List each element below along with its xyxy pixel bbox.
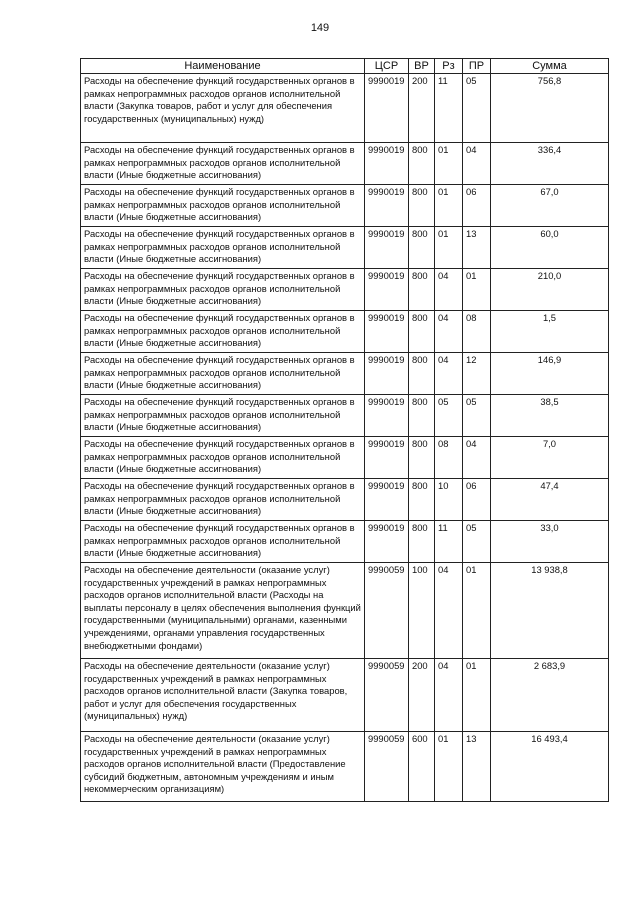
cell-vr: 800 (409, 143, 435, 185)
header-rz: Рз (435, 59, 463, 74)
cell-csr: 9990019 (365, 479, 409, 521)
table-body (81, 74, 609, 802)
cell-vr: 800 (409, 311, 435, 353)
cell-sum: 336,4 (491, 143, 609, 185)
cell-sum: 38,5 (491, 395, 609, 437)
table-row (81, 395, 609, 437)
cell-name: Расходы на обеспечение деятельности (оказание услуг) государственных учреждений в рамках непрограммных расходов органов исполнительной власти (Закупка товаров, работ и услуг для обеспечения государственных (муниципальных) нужд) (81, 659, 365, 732)
cell-pr: 04 (463, 143, 491, 185)
cell-name: Расходы на обеспечение функций государственных органов в рамках непрограммных расходов органов исполнительной власти (Закупка товаров, работ и услуг для обеспечения государственных (муниципальных) нужд) (81, 74, 365, 143)
cell-pr: 01 (463, 269, 491, 311)
cell-vr: 800 (409, 521, 435, 563)
cell-csr: 9990019 (365, 185, 409, 227)
cell-vr: 800 (409, 227, 435, 269)
cell-vr: 200 (409, 74, 435, 143)
cell-sum: 2 683,9 (491, 659, 609, 732)
cell-sum: 756,8 (491, 74, 609, 143)
cell-csr: 9990019 (365, 437, 409, 479)
cell-rz: 11 (435, 74, 463, 143)
cell-csr: 9990019 (365, 311, 409, 353)
cell-sum: 47,4 (491, 479, 609, 521)
cell-vr: 800 (409, 437, 435, 479)
table-row (81, 269, 609, 311)
table-row (81, 437, 609, 479)
cell-rz: 04 (435, 311, 463, 353)
cell-name: Расходы на обеспечение функций государственных органов в рамках непрограммных расходов органов исполнительной власти (Иные бюджетные ассигнования) (81, 311, 365, 353)
cell-pr: 05 (463, 521, 491, 563)
cell-rz: 04 (435, 659, 463, 732)
cell-name: Расходы на обеспечение функций государственных органов в рамках непрограммных расходов органов исполнительной власти (Иные бюджетные ассигнования) (81, 143, 365, 185)
cell-pr: 06 (463, 185, 491, 227)
cell-csr: 9990059 (365, 659, 409, 732)
cell-rz: 11 (435, 521, 463, 563)
cell-rz: 04 (435, 269, 463, 311)
table-row (81, 563, 609, 659)
cell-vr: 800 (409, 353, 435, 395)
cell-name: Расходы на обеспечение функций государственных органов в рамках непрограммных расходов органов исполнительной власти (Иные бюджетные ассигнования) (81, 479, 365, 521)
cell-pr: 01 (463, 659, 491, 732)
cell-vr: 200 (409, 659, 435, 732)
cell-rz: 01 (435, 143, 463, 185)
cell-pr: 05 (463, 74, 491, 143)
table-row (81, 353, 609, 395)
cell-vr: 800 (409, 185, 435, 227)
cell-pr: 01 (463, 563, 491, 659)
cell-sum: 7,0 (491, 437, 609, 479)
cell-name: Расходы на обеспечение функций государственных органов в рамках непрограммных расходов органов исполнительной власти (Иные бюджетные ассигнования) (81, 269, 365, 311)
cell-name: Расходы на обеспечение функций государственных органов в рамках непрограммных расходов органов исполнительной власти (Иные бюджетные ассигнования) (81, 353, 365, 395)
cell-vr: 800 (409, 479, 435, 521)
cell-name: Расходы на обеспечение деятельности (оказание услуг) государственных учреждений в рамках непрограммных расходов органов исполнительной власти (Расходы на выплаты персоналу в целях обеспечения выполнения функций государственными (муниципальными) органами, казенными учреждениями, органами управления государственных внебюджетными фондами) (81, 563, 365, 659)
cell-rz: 10 (435, 479, 463, 521)
cell-sum: 60,0 (491, 227, 609, 269)
cell-rz: 04 (435, 563, 463, 659)
cell-rz: 04 (435, 353, 463, 395)
table-row (81, 479, 609, 521)
cell-sum: 146,9 (491, 353, 609, 395)
cell-sum: 13 938,8 (491, 563, 609, 659)
header-pr: ПР (463, 59, 491, 74)
table-row (81, 227, 609, 269)
cell-name: Расходы на обеспечение функций государственных органов в рамках непрограммных расходов органов исполнительной власти (Иные бюджетные ассигнования) (81, 185, 365, 227)
cell-sum: 210,0 (491, 269, 609, 311)
table-row (81, 185, 609, 227)
cell-pr: 12 (463, 353, 491, 395)
table-row (81, 732, 609, 802)
cell-pr: 13 (463, 732, 491, 802)
cell-rz: 08 (435, 437, 463, 479)
cell-vr: 800 (409, 395, 435, 437)
cell-rz: 01 (435, 227, 463, 269)
cell-vr: 100 (409, 563, 435, 659)
cell-name: Расходы на обеспечение функций государственных органов в рамках непрограммных расходов органов исполнительной власти (Иные бюджетные ассигнования) (81, 395, 365, 437)
header-name: Наименование (81, 59, 365, 74)
cell-pr: 06 (463, 479, 491, 521)
table-row (81, 74, 609, 143)
cell-sum: 33,0 (491, 521, 609, 563)
cell-csr: 9990019 (365, 269, 409, 311)
cell-csr: 9990019 (365, 143, 409, 185)
table-row (81, 659, 609, 732)
cell-csr: 9990059 (365, 732, 409, 802)
page-number: 149 (310, 22, 330, 34)
cell-csr: 9990019 (365, 74, 409, 143)
cell-rz: 01 (435, 732, 463, 802)
header-vr: ВР (409, 59, 435, 74)
cell-sum: 67,0 (491, 185, 609, 227)
table-header-row (81, 59, 609, 74)
cell-rz: 05 (435, 395, 463, 437)
table-row (81, 143, 609, 185)
header-sum: Сумма (491, 59, 609, 74)
cell-name: Расходы на обеспечение деятельности (оказание услуг) государственных учреждений в рамках непрограммных расходов органов исполнительной власти (Предоставление субсидий бюджетным, автономным учреждениям и иным некоммерческим организациям) (81, 732, 365, 802)
cell-name: Расходы на обеспечение функций государственных органов в рамках непрограммных расходов органов исполнительной власти (Иные бюджетные ассигнования) (81, 521, 365, 563)
cell-sum: 1,5 (491, 311, 609, 353)
cell-pr: 08 (463, 311, 491, 353)
cell-sum: 16 493,4 (491, 732, 609, 802)
header-csr: ЦСР (365, 59, 409, 74)
budget-table (80, 58, 609, 802)
cell-pr: 13 (463, 227, 491, 269)
cell-name: Расходы на обеспечение функций государственных органов в рамках непрограммных расходов органов исполнительной власти (Иные бюджетные ассигнования) (81, 437, 365, 479)
cell-csr: 9990019 (365, 521, 409, 563)
cell-csr: 9990019 (365, 353, 409, 395)
cell-pr: 05 (463, 395, 491, 437)
table-row (81, 311, 609, 353)
cell-csr: 9990019 (365, 395, 409, 437)
cell-csr: 9990059 (365, 563, 409, 659)
cell-vr: 800 (409, 269, 435, 311)
cell-pr: 04 (463, 437, 491, 479)
table-row (81, 521, 609, 563)
cell-name: Расходы на обеспечение функций государственных органов в рамках непрограммных расходов органов исполнительной власти (Иные бюджетные ассигнования) (81, 227, 365, 269)
cell-csr: 9990019 (365, 227, 409, 269)
cell-rz: 01 (435, 185, 463, 227)
cell-vr: 600 (409, 732, 435, 802)
